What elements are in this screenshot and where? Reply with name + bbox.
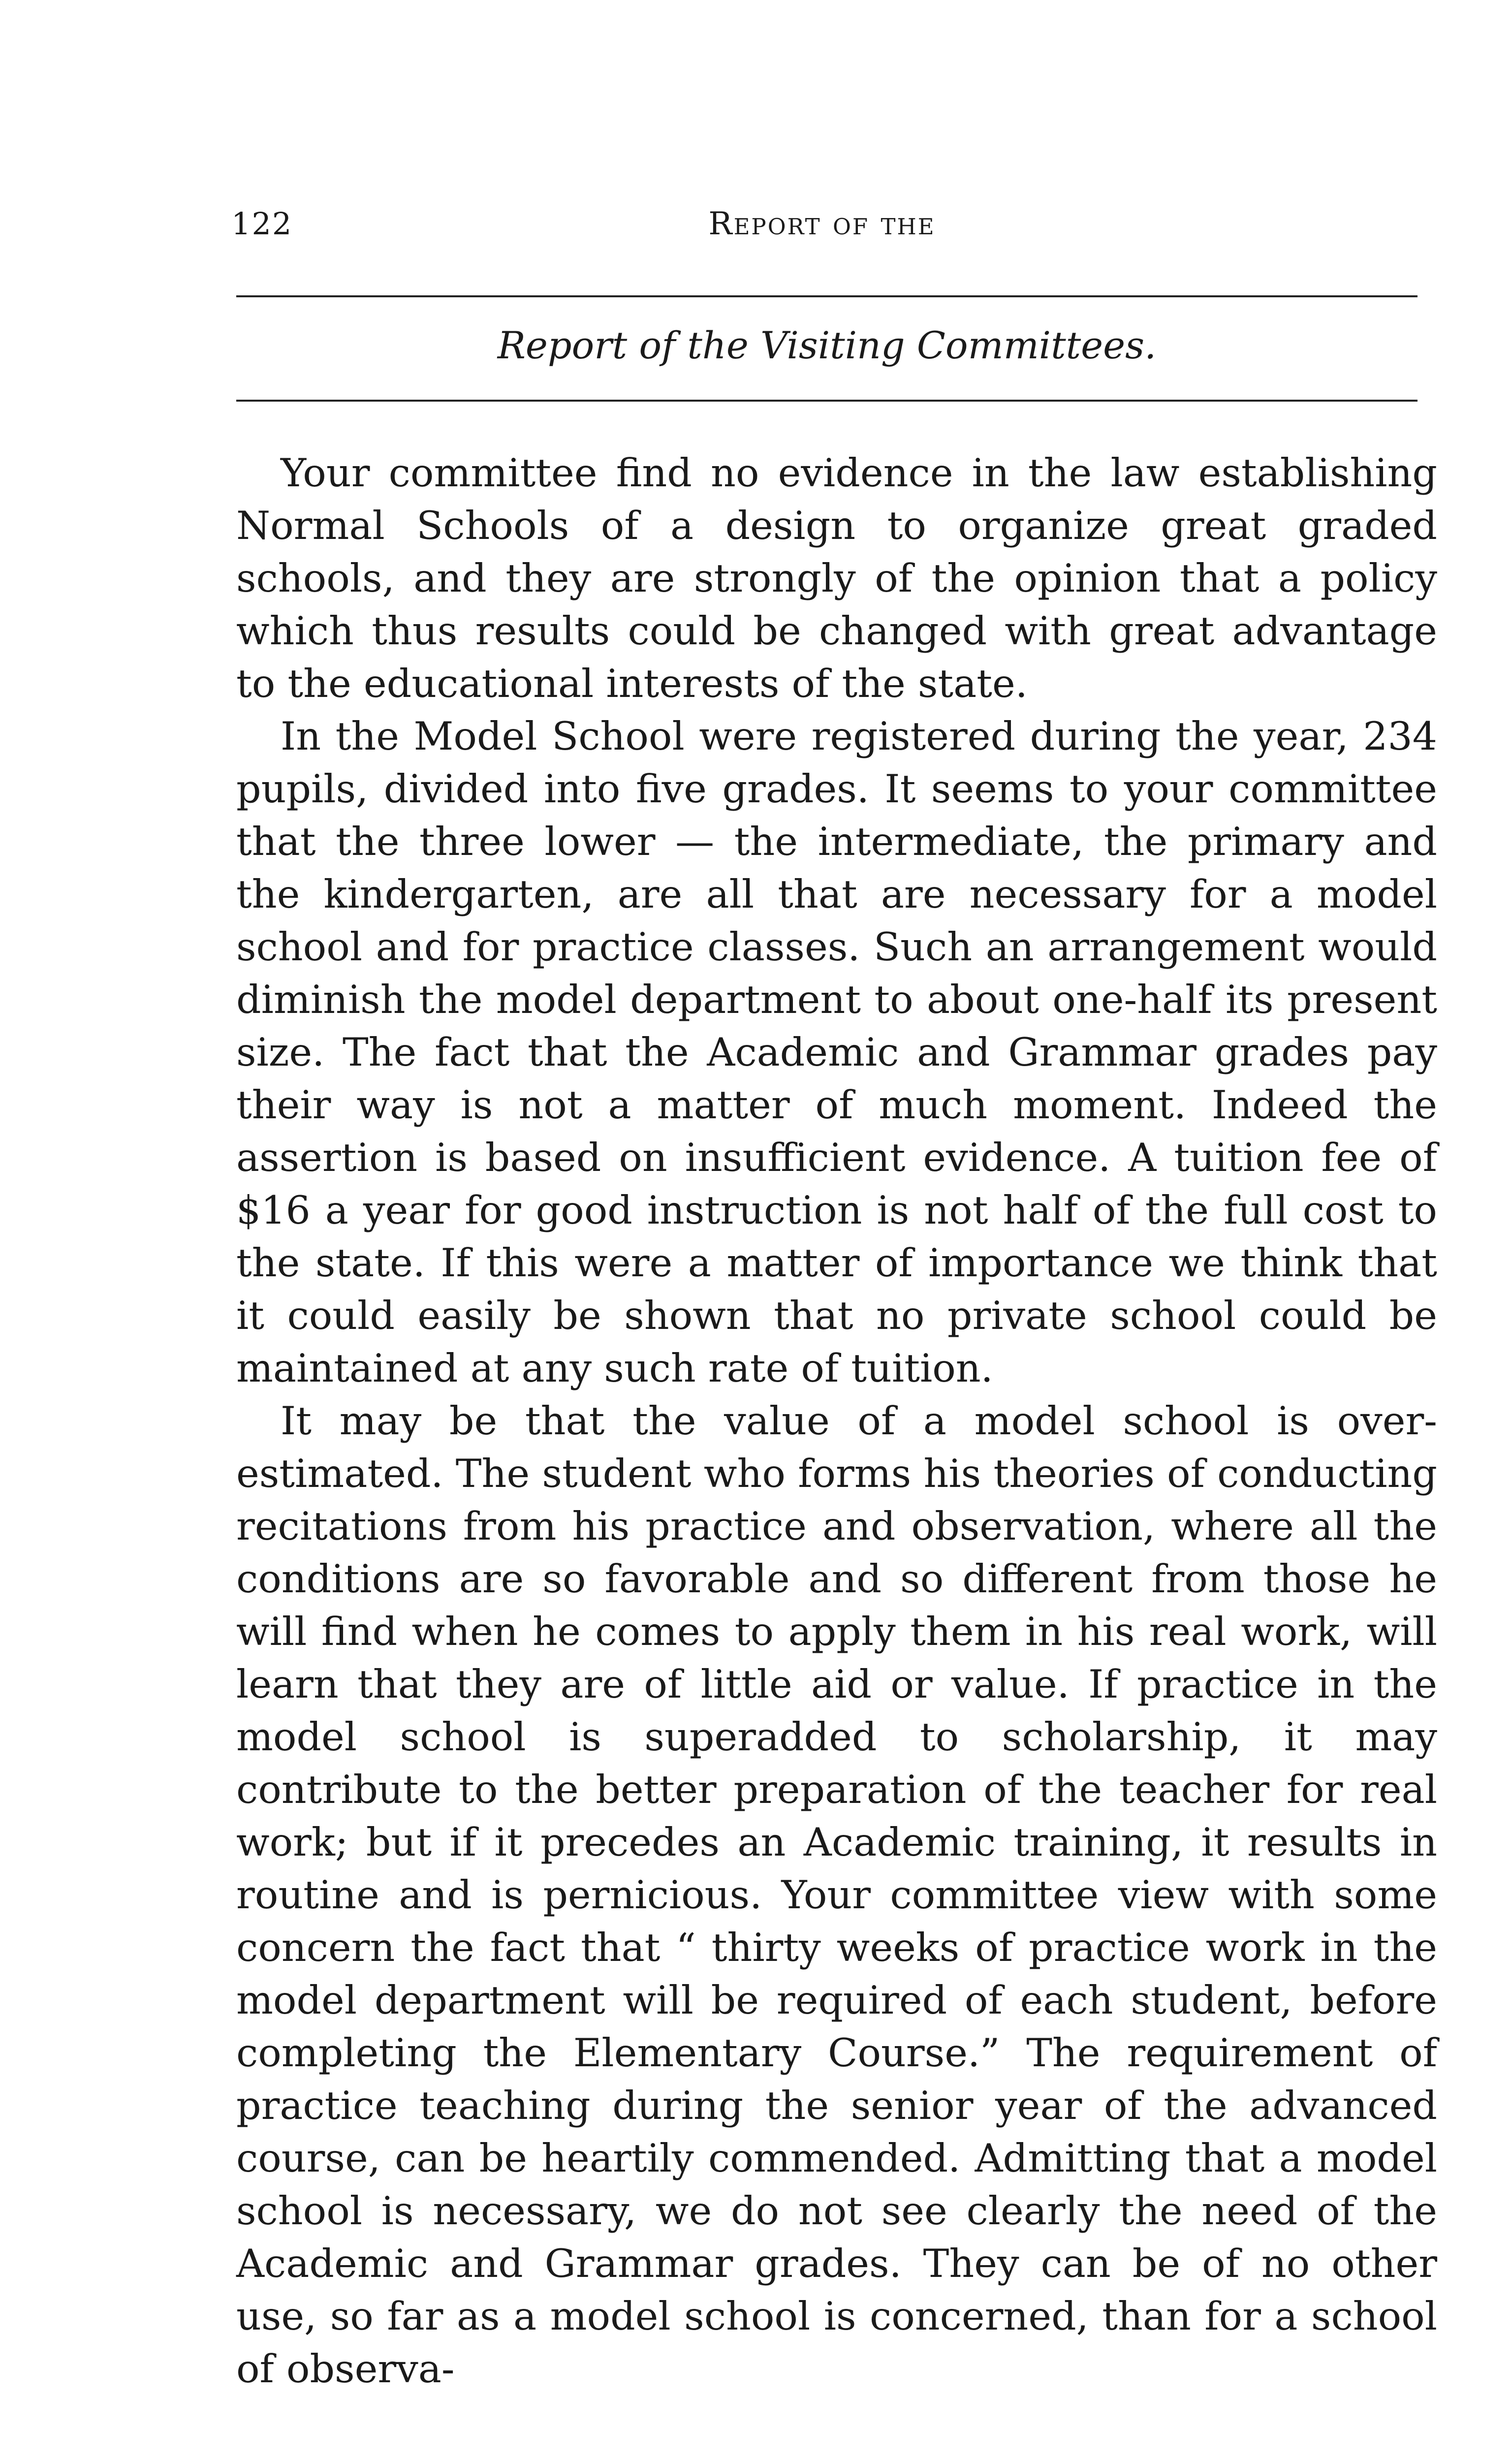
paragraph: It may be that the value of a model school is over-estimated. The student who forms his theories of conducting recitations from his practice and observation, where all the conditions are so favorable and so different from those he will find when he comes to apply them in his real work, will learn that they are of little aid or value. If practice in the model school is superadded to scholarship, it may contribute to the better preparation of the teacher for real work; but if it precedes an Academic training, it results in routine and is pernicious. Your committee view with some concern the fact that “ thirty weeks of practice work in the model department will be required of each student, before completing the Elementary Course.” The requirement of practice teaching during the senior year of the advanced course, can be heartily commended. Admitting that a model school is necessary, we do not see clearly the need of the Academic and Grammar grades. They can be of no other use, so far as a model school is concerned, than for a school of observa- (236, 1398, 1437, 2392)
top-rule (236, 295, 1418, 297)
paragraph: In the Model School were registered during the year, 234 pupils, divided into five grades. It seems to your committee that the three lower — the intermediate, the primary and the kindergarten, are all that are necessary for a model school and for practice classes. Such an arrangement would diminish the model department to about one-half its present size. The fact that the Academic and Grammar grades pay their way is not a matter of much moment. Indeed the assertion is based on insufficient evidence. A tuition fee of $16 a year for good instruction is not half of the full cost to the state. If this were a matter of importance we think that it could easily be shown that no private school could be maintained at any such rate of tuition. (236, 714, 1437, 1391)
page-number: 122 (231, 206, 293, 242)
section-title: Report of the Visiting Committees. (497, 323, 1157, 367)
page-header (231, 197, 1413, 251)
running-head: Report of the (708, 206, 936, 242)
paragraph: Your committee find no evidence in the law establishing Normal Schools of a design to organize great graded schools, and they are strongly of the opinion that a policy which thus results could be changed with great advantage to the educational interests of the state. (236, 450, 1437, 706)
body-text (236, 447, 1437, 2396)
bottom-rule (236, 400, 1418, 402)
